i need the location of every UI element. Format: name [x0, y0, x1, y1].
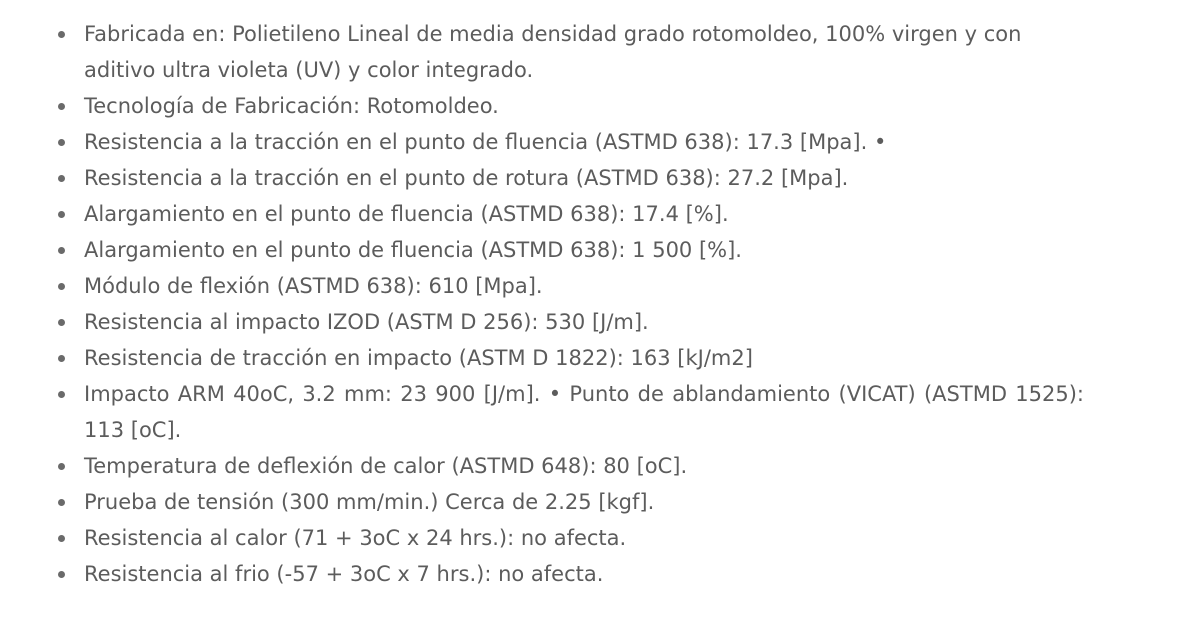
spec-item-cold-resistance: Resistencia al frio (-57 + 3oC x 7 hrs.): no afecta. — [84, 556, 1084, 592]
spec-item-tension-test: Prueba de tensión (300 mm/min.) Cerca de 2.25 [kgf]. — [84, 484, 1084, 520]
spec-item-tensile-break: Resistencia a la tracción en el punto de rotura (ASTMD 638): 27.2 [Mpa]. — [84, 160, 1084, 196]
spec-item-heat-resistance: Resistencia al calor (71 + 3oC x 24 hrs.): no afecta. — [84, 520, 1084, 556]
spec-item-flexural-modulus: Módulo de flexión (ASTMD 638): 610 [Mpa]. — [84, 268, 1084, 304]
spec-item-material: Fabricada en: Polietileno Lineal de media densidad grado rotomoldeo, 100% virgen y con aditivo ultra violeta (UV) y color integrado. — [84, 16, 1084, 88]
spec-item-technology: Tecnología de Fabricación: Rotomoldeo. — [84, 88, 1084, 124]
spec-item-heat-deflection: Temperatura de deflexión de calor (ASTMD 648): 80 [oC]. — [84, 448, 1084, 484]
spec-item-tensile-yield: Resistencia a la tracción en el punto de fluencia (ASTMD 638): 17.3 [Mpa]. • — [84, 124, 1084, 160]
spec-item-tensile-impact: Resistencia de tracción en impacto (ASTM D 1822): 163 [kJ/m2] — [84, 340, 1084, 376]
specifications-list — [0, 16, 1183, 592]
spec-item-elongation-yield: Alargamiento en el punto de fluencia (ASTMD 638): 17.4 [%]. — [84, 196, 1084, 232]
spec-item-izod-impact: Resistencia al impacto IZOD (ASTM D 256): 530 [J/m]. — [84, 304, 1084, 340]
spec-item-arm-impact-vicat: Impacto ARM 40oC, 3.2 mm: 23 900 [J/m]. • Punto de ablandamiento (VICAT) (ASTMD 1525): 113 [oC]. — [84, 376, 1084, 448]
spec-item-elongation-break: Alargamiento en el punto de fluencia (ASTMD 638): 1 500 [%]. — [84, 232, 1084, 268]
